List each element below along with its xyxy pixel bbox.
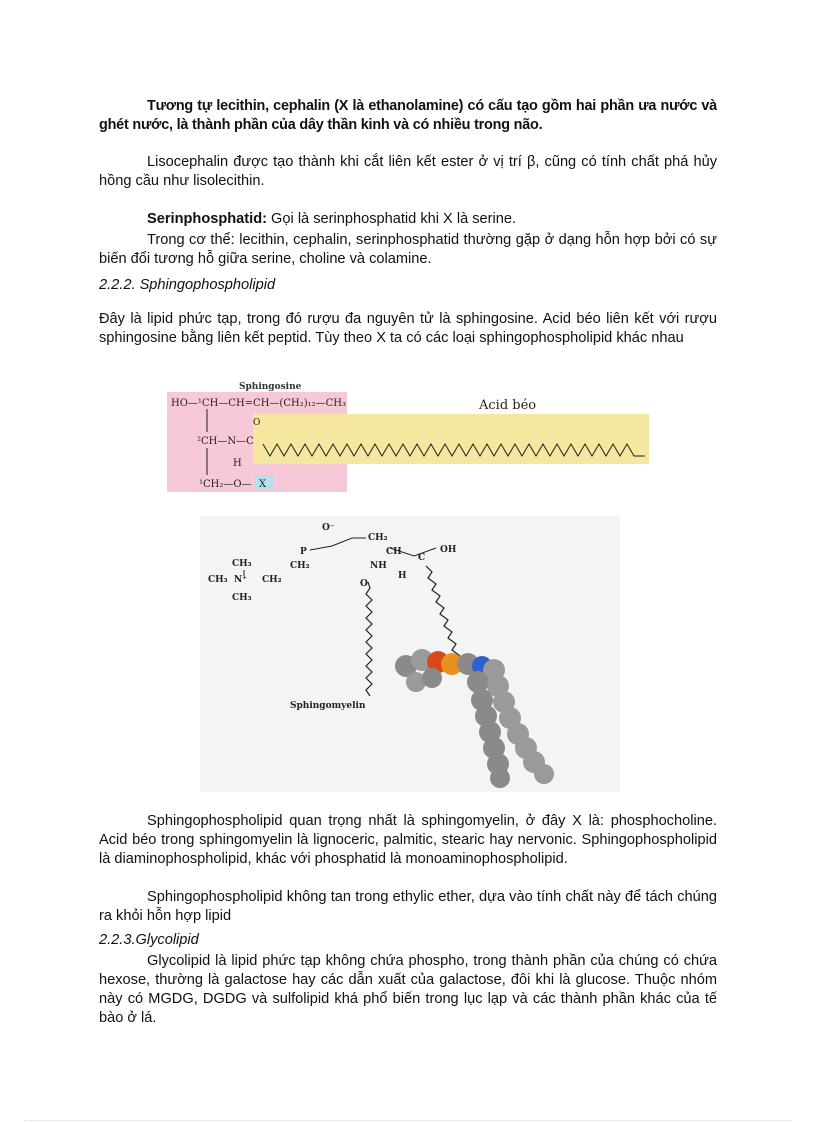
paragraph-cephalin: Tương tự lecithin, cephalin (X là ethanolamine) có cấu tạo gồm hai phần ưa nước và ghét nước, là thành phần của dây thần kinh và có nhiều trong não.	[99, 98, 717, 133]
page-bottom-rule	[24, 1120, 792, 1121]
paragraph-sphingomyelin: Sphingophospholipid quan trọng nhất là sphingomyelin, ở đây X là: phosphocholine. Acid béo trong sphingomyelin là lignoceric, palmitic, stearic hay nervonic. Sphingophospholipid là diaminophospholipid, khác với phosphatid là monoaminophospholipid.	[99, 813, 717, 867]
h-label: H	[398, 571, 407, 581]
sphingolipid-structure-figure	[167, 380, 649, 496]
ch3-top-label: CH₃	[232, 559, 252, 569]
carbonyl-o-label: O	[360, 579, 368, 589]
paragraph-solubility: Sphingophospholipid không tan trong ethylic ether, dựa vào tính chất này để tách chúng ra khỏi hỗn hợp lipid	[99, 889, 717, 924]
ch3-bottom-label: CH₃	[232, 593, 252, 603]
ch3-left-label: CH₃	[208, 575, 228, 585]
nh-label: NH	[370, 561, 387, 571]
sphingomyelin-label: Sphingomyelin	[290, 701, 366, 711]
paragraph-glycolipid: Glycolipid là lipid phức tạp không chứa phospho, trong thành phần của chúng có chứa hexose, thường là galactose hay các dẫn xuất của galactose, đôi khi là glucose. Thuộc nhóm này có MGDG, DGDG và sulfolipid khá phổ biến trong lục lạp và các thành phần khác của tế bào ở lá.	[99, 953, 717, 1026]
c-label: C	[418, 553, 426, 563]
amide-hydrogen: H	[233, 458, 242, 469]
ch2-label-b: CH₂	[262, 575, 282, 585]
serinphosphatid-text: Gọi là serinphosphatid khi X là serine.	[267, 211, 517, 227]
fatty-acid-highlight	[253, 414, 649, 464]
heading-sphingophospholipid: 2.2.2. Sphingophospholipid	[99, 277, 276, 293]
figure-background	[200, 516, 620, 792]
sphingomyelin-figure	[200, 516, 620, 792]
ch2-ox-formula: ¹CH₂—O—	[199, 479, 252, 490]
ch2-label-a: CH₂	[368, 533, 388, 543]
acid-beo-label: Acid béo	[479, 398, 537, 413]
sphingosine-label: Sphingosine	[239, 382, 302, 392]
phosphorus-label: P	[300, 547, 307, 557]
sphingosine-chain-formula: HO—¹CH—CH=CH—(CH₂)₁₂—CH₃	[171, 398, 347, 409]
paragraph-lisocephalin: Lisocephalin được tạo thành khi cắt liên kết ester ở vị trí β, cũng có tính chất phá hủy hồng cầu như lisolecithin.	[99, 154, 717, 189]
paragraph-serinphosphatid	[99, 210, 717, 229]
amide-formula: ²CH—N—C	[197, 436, 254, 447]
o-minus-label: O⁻	[322, 523, 335, 533]
ch2-label-c: CH₂	[290, 561, 310, 571]
serinphosphatid-label: Serinphosphatid:	[147, 211, 267, 227]
carbonyl-oxygen: O	[253, 418, 261, 428]
n-plus-label: N⁺	[234, 575, 247, 585]
paragraph-sphingosine: Đây là lipid phức tạp, trong đó rượu đa nguyên tử là sphingosine. Acid béo liên kết với rượu sphingosine bằng liên kết peptid. Tùy theo X ta có các loại sphingophospholipid khác nhau	[99, 311, 717, 346]
paragraph-mixture: Trong cơ thể: lecithin, cephalin, serinphosphatid thường gặp ở dạng hỗn hợp bởi có sự biến đổi tương hỗ giữa serine, choline và colamine.	[99, 232, 717, 267]
oh-label: OH	[440, 545, 457, 555]
x-substituent: X	[259, 479, 267, 490]
heading-glycolipid: 2.2.3.Glycolipid	[99, 932, 199, 948]
ch-label: CH	[386, 547, 402, 557]
